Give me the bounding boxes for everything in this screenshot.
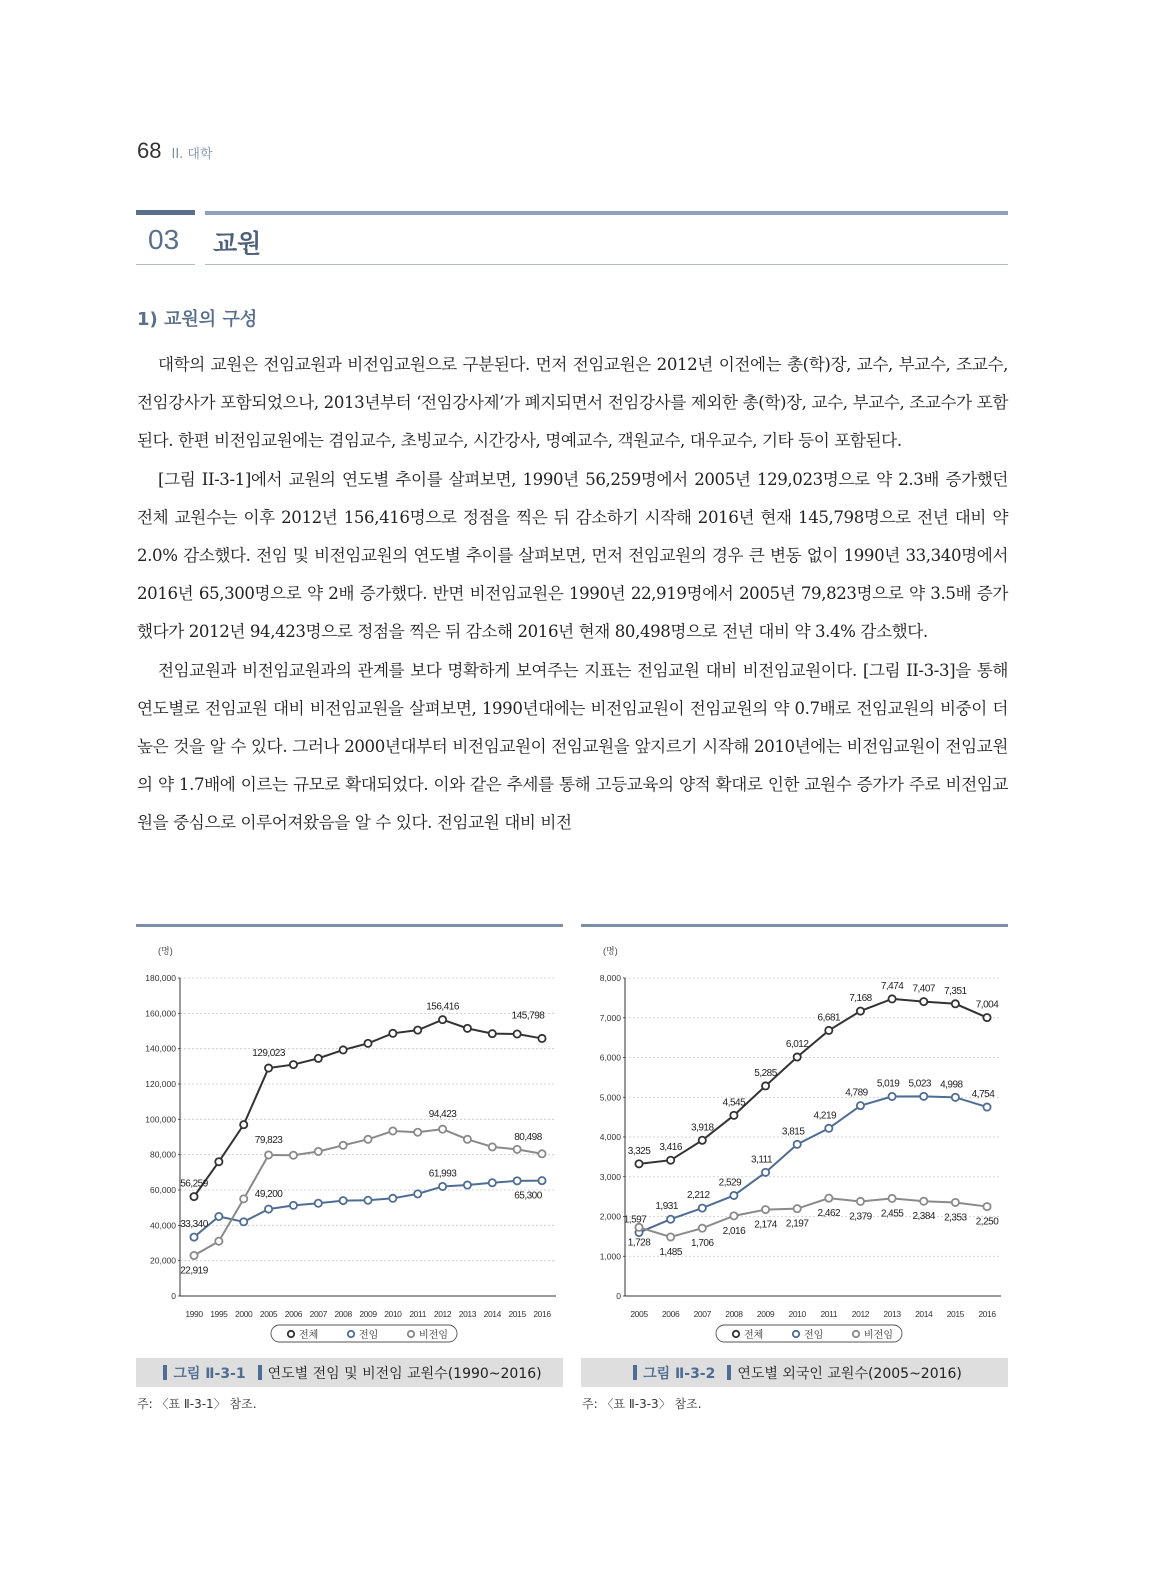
data-label: 80,498 (514, 1131, 542, 1143)
data-point (389, 1127, 396, 1134)
data-point (315, 1055, 322, 1062)
data-point (315, 1200, 322, 1207)
x-tick-label: 2014 (915, 1309, 933, 1319)
x-tick-label: 2008 (725, 1309, 743, 1319)
data-label: 2,455 (880, 1208, 904, 1220)
data-label: 2,384 (912, 1211, 935, 1223)
paragraph: 대학의 교원은 전임교원과 비전임교원으로 구분된다. 먼저 전임교원은 2012년 이전에는 총(학)장, 교수, 부교수, 조교수, 전임강사가 포함되었으나, 2013년부터 ‘전임강사제’가 폐지되면서 전임강사를 제외한 총(학)장, 교수, 부교수, 조교수가 포함된다. 한편 비전임교원에는 겸임교수, 초빙교수, 시간강사, 명예교수, 객원교수, 대우교수, 기타 등이 포함된다. (137, 355, 1008, 451)
data-label: 145,798 (511, 1010, 545, 1022)
data-point (888, 995, 895, 1002)
x-tick-label: 2007 (693, 1309, 711, 1319)
paragraph: 전임교원과 비전임교원과의 관계를 보다 명확하게 보여주는 지표는 전임교원 대비 비전임교원이다. [그림 II-3-3]을 통해 연도별로 전임교원 대비 비전임교원을 살펴보면, 1990년대에는 비전임교원이 전임교원의 약 0.7배로 전임교원의 비중이 더 높은 것을 알 수 있다. 그러나 2000년대부터 비전임교원이 전임교원을 앞지르기 시작해 2010년에는 비전임교원이 전임교원의 약 1.7배에 이르는 규모로 확대되었다. 이와 같은 추세를 통해 고등교육의 양적 확대로 인한 교원수 증가가 주로 비전임교원을 중심으로 이루어져왔음을 알 수 있다. 전임교원 대비 비전 (137, 660, 1008, 833)
data-point (538, 1150, 545, 1157)
legend-label: 전체 (744, 1330, 764, 1341)
y-tick-label: 40,000 (150, 1220, 176, 1231)
data-point (667, 1233, 674, 1240)
data-point (464, 1181, 471, 1188)
data-label: 1,931 (655, 1201, 678, 1213)
data-point (364, 1197, 371, 1204)
section-underline-left (136, 264, 195, 265)
data-label: 4,754 (971, 1089, 995, 1101)
legend-marker (288, 1331, 294, 1337)
y-tick-label: 2,000 (599, 1211, 621, 1222)
legend-label: 전임 (804, 1330, 824, 1341)
caption-marker (633, 1365, 637, 1380)
legend-label: 전체 (299, 1330, 319, 1341)
section-rule-right (205, 211, 1008, 215)
caption-label: 그림 Ⅱ-3-1 (173, 1365, 246, 1382)
data-point (389, 1195, 396, 1202)
x-tick-label: 2010 (788, 1309, 806, 1319)
page-header (137, 138, 213, 164)
data-point (667, 1157, 674, 1164)
data-label: 1,728 (627, 1237, 651, 1249)
data-point (489, 1179, 496, 1186)
data-point (290, 1202, 297, 1209)
x-tick-label: 2010 (384, 1309, 402, 1319)
data-point (215, 1213, 222, 1220)
data-label: 4,545 (722, 1097, 746, 1109)
data-point (215, 1158, 222, 1165)
data-point (265, 1151, 272, 1158)
data-point (514, 1030, 521, 1037)
data-label: 3,325 (627, 1145, 651, 1157)
x-tick-label: 2007 (309, 1309, 327, 1319)
y-tick-label: 180,000 (145, 973, 176, 983)
legend-marker (793, 1331, 799, 1337)
data-label: 2,016 (722, 1225, 746, 1237)
data-point (240, 1195, 247, 1202)
data-point (439, 1016, 446, 1023)
y-tick-label: 4,000 (599, 1132, 621, 1142)
x-tick-label: 2011 (409, 1309, 427, 1319)
x-tick-label: 2005 (630, 1309, 648, 1319)
data-point (514, 1177, 521, 1184)
data-point (794, 1053, 801, 1060)
paragraph: [그림 II-3-1]에서 교원의 연도별 추이를 살펴보면, 1990년 56,259명에서 2005년 129,023명으로 약 2.3배 증가했던 전체 교원수는 이후 2012년 156,416명으로 정점을 찍은 뒤 감소하기 시작해 2016년 현재 145,798명으로 전년 대비 약 2.0% 감소했다. 전임 및 비전임교원의 연도별 추이를 살펴보면, 먼저 전임교원의 경우 큰 변동 없이 1990년 33,340명에서 2016년 65,300명으로 약 2배 증가했다. 반면 비전임교원은 1990년 22,919명에서 2005년 79,823명으로 약 3.5배 증가했다가 2012년 94,423명으로 정점을 찍은 뒤 감소해 2016년 현재 80,498명으로 전년 대비 약 3.4% 감소했다. (137, 469, 1008, 642)
body-text (137, 346, 1008, 843)
data-point (825, 1195, 832, 1202)
data-label: 7,004 (975, 999, 999, 1011)
data-point (983, 1203, 990, 1210)
caption-title: 연도별 외국인 교원수(2005~2016) (737, 1365, 962, 1382)
data-label: 156,416 (426, 1001, 459, 1013)
data-label: 79,823 (254, 1134, 283, 1146)
data-point (857, 1102, 864, 1109)
page-number: 68 (137, 138, 162, 163)
legend-label: 비전임 (419, 1330, 448, 1341)
chart-foreign-teachers-2005-2016 (581, 930, 1008, 1350)
caption-marker (258, 1365, 262, 1380)
data-label: 6,012 (785, 1039, 809, 1051)
data-point (190, 1193, 197, 1200)
y-tick-label: 6,000 (599, 1052, 621, 1063)
data-point (952, 1199, 959, 1206)
x-tick-label: 2005 (259, 1309, 278, 1319)
caption-label: 그림 Ⅱ-3-2 (643, 1365, 716, 1382)
data-point (464, 1136, 471, 1143)
data-label: 2,353 (944, 1212, 967, 1224)
data-point (240, 1218, 247, 1225)
data-label: 4,998 (940, 1079, 963, 1091)
x-tick-label: 2011 (820, 1309, 838, 1319)
legend-marker (853, 1331, 859, 1337)
chart-2-note: 주: 〈표 Ⅱ-3-3〉 참조. (582, 1397, 702, 1411)
x-tick-label: 2016 (533, 1309, 551, 1319)
data-point (857, 1007, 864, 1014)
x-tick-label: 2015 (946, 1309, 965, 1319)
data-label: 3,918 (691, 1122, 714, 1134)
data-point (439, 1126, 446, 1133)
data-label: 3,815 (781, 1126, 805, 1138)
legend-marker (408, 1331, 414, 1337)
section-number: 03 (148, 224, 180, 255)
data-point (825, 1125, 832, 1132)
data-label: 2,197 (785, 1218, 809, 1230)
data-label: 49,200 (254, 1189, 283, 1201)
chart-teachers-1990-2016 (136, 930, 563, 1350)
data-point (265, 1064, 272, 1071)
data-point (414, 1129, 421, 1136)
data-point (857, 1198, 864, 1205)
x-tick-label: 2013 (458, 1309, 477, 1319)
data-point (464, 1025, 471, 1032)
data-label: 3,111 (751, 1154, 773, 1166)
series-line-전임 (194, 1181, 542, 1237)
data-label: 2,174 (754, 1219, 777, 1231)
y-tick-label: 60,000 (150, 1185, 176, 1195)
data-label: 5,019 (876, 1078, 900, 1090)
series-line-전체 (639, 999, 987, 1164)
chart-1-note: 주: 〈표 Ⅱ-3-1〉 참조. (137, 1397, 257, 1411)
data-point (240, 1121, 247, 1128)
data-point (762, 1169, 769, 1176)
x-tick-label: 2006 (661, 1309, 680, 1319)
data-point (920, 998, 927, 1005)
data-point (920, 1093, 927, 1100)
chart-1-caption (136, 1358, 563, 1387)
data-point (190, 1233, 197, 1240)
data-label: 5,023 (908, 1078, 931, 1090)
y-tick-label: 160,000 (145, 1008, 176, 1019)
data-label: 2,250 (975, 1216, 999, 1228)
data-label: 7,168 (849, 993, 872, 1005)
data-label: 2,379 (849, 1211, 872, 1223)
x-tick-label: 2012 (433, 1309, 452, 1319)
caption-marker (163, 1365, 167, 1380)
data-label: 56,259 (180, 1178, 208, 1190)
data-label: 129,023 (252, 1048, 285, 1060)
data-point (825, 1027, 832, 1034)
y-tick-label: 0 (616, 1291, 621, 1301)
data-point (364, 1136, 371, 1143)
data-point (340, 1197, 347, 1204)
x-tick-label: 2006 (284, 1309, 303, 1319)
data-label: 2,529 (718, 1177, 742, 1189)
data-label: 1,485 (659, 1246, 682, 1258)
data-label: 4,219 (813, 1110, 837, 1122)
x-tick-label: 2013 (883, 1309, 901, 1319)
data-point (888, 1093, 895, 1100)
data-point (340, 1142, 347, 1149)
legend-marker (348, 1331, 354, 1337)
x-tick-label: 2008 (334, 1309, 352, 1319)
data-point (414, 1190, 421, 1197)
data-point (983, 1103, 990, 1110)
y-tick-label: 100,000 (145, 1114, 176, 1125)
legend-label: 비전임 (864, 1330, 893, 1341)
data-label: 5,285 (754, 1067, 777, 1079)
data-point (190, 1252, 197, 1259)
data-point (794, 1205, 801, 1212)
legend-label: 전임 (359, 1330, 379, 1341)
x-tick-label: 2016 (978, 1309, 996, 1319)
y-tick-label: 8,000 (599, 973, 621, 983)
section-rule-left (136, 210, 195, 215)
x-tick-label: 2014 (483, 1309, 501, 1319)
y-tick-label: 3,000 (599, 1171, 621, 1182)
legend-marker (733, 1331, 739, 1337)
x-tick-label: 2015 (508, 1309, 526, 1319)
data-point (265, 1205, 272, 1212)
data-label: 33,340 (180, 1219, 208, 1231)
data-point (340, 1046, 347, 1053)
section-underline-right (205, 264, 1008, 265)
data-point (952, 1000, 959, 1007)
data-point (667, 1216, 674, 1223)
data-label: 94,423 (428, 1109, 457, 1121)
data-point (794, 1141, 801, 1148)
data-point (952, 1094, 959, 1101)
y-tick-label: 7,000 (599, 1012, 621, 1023)
data-label: 2,212 (687, 1190, 710, 1202)
x-tick-label: 2012 (851, 1309, 870, 1319)
y-tick-label: 20,000 (150, 1255, 176, 1266)
x-tick-label: 1990 (185, 1309, 203, 1319)
data-point (389, 1030, 396, 1037)
y-tick-label: 80,000 (150, 1149, 176, 1160)
data-point (983, 1014, 990, 1021)
data-label: 6,681 (817, 1012, 841, 1024)
caption-title: 연도별 전임 및 비전임 교원수(1990~2016) (267, 1365, 542, 1382)
data-label: 1,706 (691, 1238, 714, 1250)
data-point (489, 1030, 496, 1037)
data-label: 22,919 (180, 1265, 208, 1277)
x-tick-label: 1995 (210, 1309, 228, 1319)
y-tick-label: 1,000 (599, 1251, 621, 1262)
data-label: 65,300 (514, 1190, 542, 1202)
data-point (699, 1225, 706, 1232)
data-point (699, 1204, 706, 1211)
chart-2-caption (581, 1358, 1008, 1387)
y-axis-unit: (명) (158, 946, 173, 956)
data-point (762, 1082, 769, 1089)
data-point (920, 1198, 927, 1205)
chart-1-top-rule (136, 924, 563, 927)
data-point (762, 1206, 769, 1213)
data-point (315, 1148, 322, 1155)
y-tick-label: 0 (171, 1291, 176, 1301)
data-point (888, 1195, 895, 1202)
data-label: 4,789 (845, 1087, 868, 1099)
data-point (730, 1192, 737, 1199)
x-tick-label: 2000 (235, 1309, 253, 1319)
y-tick-label: 120,000 (145, 1079, 176, 1089)
data-label: 7,407 (912, 983, 935, 995)
data-point (514, 1146, 521, 1153)
caption-marker (727, 1365, 731, 1380)
data-point (730, 1112, 737, 1119)
data-point (538, 1035, 545, 1042)
y-axis-unit: (명) (603, 946, 618, 956)
data-label: 1,597 (623, 1214, 647, 1226)
data-label: 7,351 (944, 985, 967, 997)
data-point (635, 1160, 642, 1167)
y-tick-label: 140,000 (145, 1043, 176, 1054)
data-point (414, 1027, 421, 1034)
data-point (215, 1238, 222, 1245)
data-point (290, 1061, 297, 1068)
data-point (730, 1212, 737, 1219)
data-point (489, 1143, 496, 1150)
data-label: 3,416 (659, 1142, 682, 1154)
data-point (439, 1183, 446, 1190)
data-point (290, 1152, 297, 1159)
y-tick-label: 5,000 (599, 1092, 621, 1103)
chapter-label: II. 대학 (171, 147, 213, 162)
data-label: 7,474 (880, 980, 904, 992)
data-label: 2,462 (817, 1208, 841, 1220)
data-point (699, 1137, 706, 1144)
data-point (364, 1040, 371, 1047)
x-tick-label: 2009 (359, 1309, 377, 1319)
section-title: 교원 (213, 229, 262, 258)
data-label: 61,993 (428, 1168, 457, 1180)
x-tick-label: 2009 (756, 1309, 775, 1319)
subsection-title: 1) 교원의 구성 (137, 309, 258, 330)
chart-2-top-rule (581, 924, 1008, 927)
data-point (538, 1177, 545, 1184)
